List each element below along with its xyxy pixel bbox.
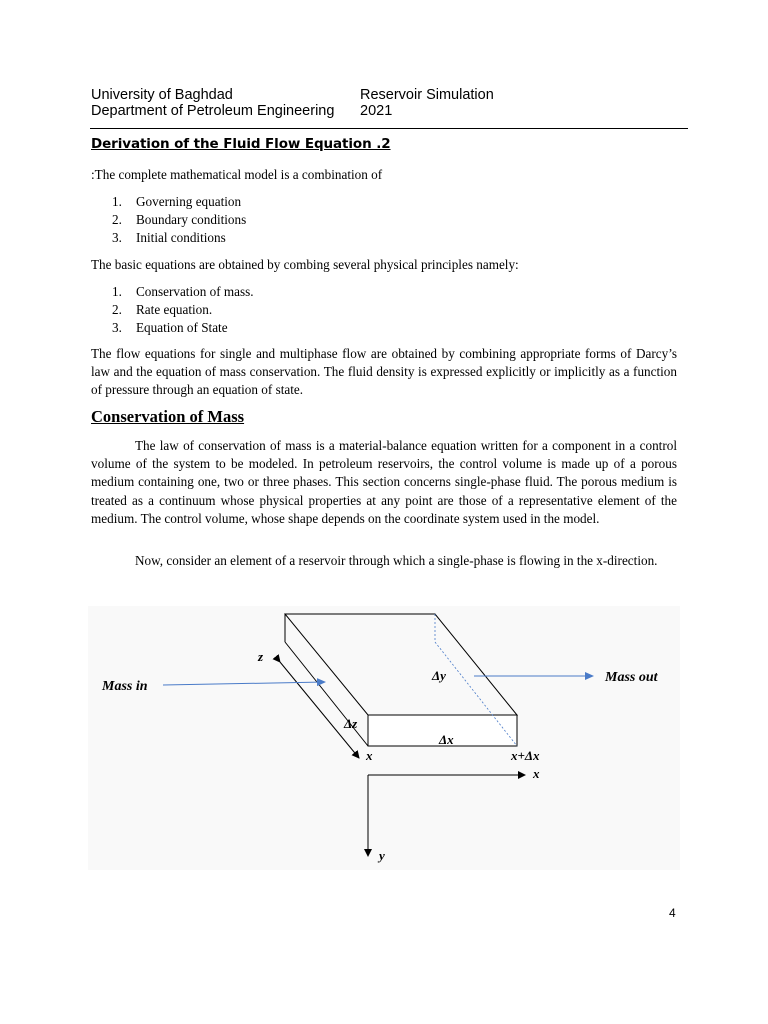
dz-label: Δz (344, 716, 358, 731)
section-heading: Conservation of Mass (91, 407, 245, 426)
page-number: 4 (669, 906, 676, 920)
list-item: 1. Governing equation (112, 194, 242, 209)
header-university: University of Baghdad (91, 87, 233, 103)
x-label: x (366, 748, 373, 763)
z-axis-line (280, 662, 359, 758)
flow-paragraph: The flow equations for single and multiphase flow are obtained by combining appropriate forms of Darcy’s law and the equation of mass conservation. The fluid density is expressed explicitly or implicitly as a function of pressure through an equation of state. (91, 346, 677, 398)
mass-in-arrow (163, 682, 325, 685)
header-rule (90, 128, 688, 129)
mass-out-label: Mass out (605, 670, 658, 685)
x-axis-label: x (533, 766, 540, 781)
z-label: z (258, 649, 264, 664)
mass-in-label: Mass in (102, 679, 148, 694)
page-title: Derivation of the Fluid Flow Equation .2 (91, 136, 391, 152)
control-volume-diagram (88, 606, 680, 870)
intro-text: :The complete mathematical model is a combination of (91, 167, 383, 182)
principles-intro: The basic equations are obtained by combing several physical principles namely: (91, 257, 519, 272)
slab-top-face (285, 614, 517, 715)
list-item: 3. Initial conditions (112, 230, 226, 246)
mass-paragraph: The law of conservation of mass is a material-balance equation written for a component in a control volume of the system to be modeled. In petroleum reservoirs, the control volume is made up of a porous medium containing one, two or three phases. This section concerns single-phase fluid. The porous medium is treated as a continuum whose physical properties at any point are those of a representative element of the medium. The control volume, whose shape depends on the coordinate system used in the model. (91, 438, 677, 526)
list-item: 2. Boundary conditions (112, 212, 247, 228)
dx-label: Δx (439, 732, 454, 747)
list-item: 2. Rate equation. (112, 302, 213, 318)
list-item: 1. Conservation of mass. (112, 284, 254, 299)
list-item: 3. Equation of State (112, 320, 228, 336)
element-paragraph: Now, consider an element of a reservoir through which a single-phase is flowing in the x-direction. (135, 553, 658, 568)
principles-list (112, 283, 254, 338)
dy-label: Δy (432, 668, 446, 683)
y-axis-label: y (379, 848, 385, 863)
header-course: Reservoir Simulation (360, 87, 494, 103)
model-list (112, 193, 246, 248)
header-department: Department of Petroleum Engineering (91, 103, 335, 119)
header-year: 2021 (360, 103, 393, 119)
control-volume-figure (88, 606, 680, 870)
x-plus-dx-label: x+Δx (511, 748, 540, 763)
